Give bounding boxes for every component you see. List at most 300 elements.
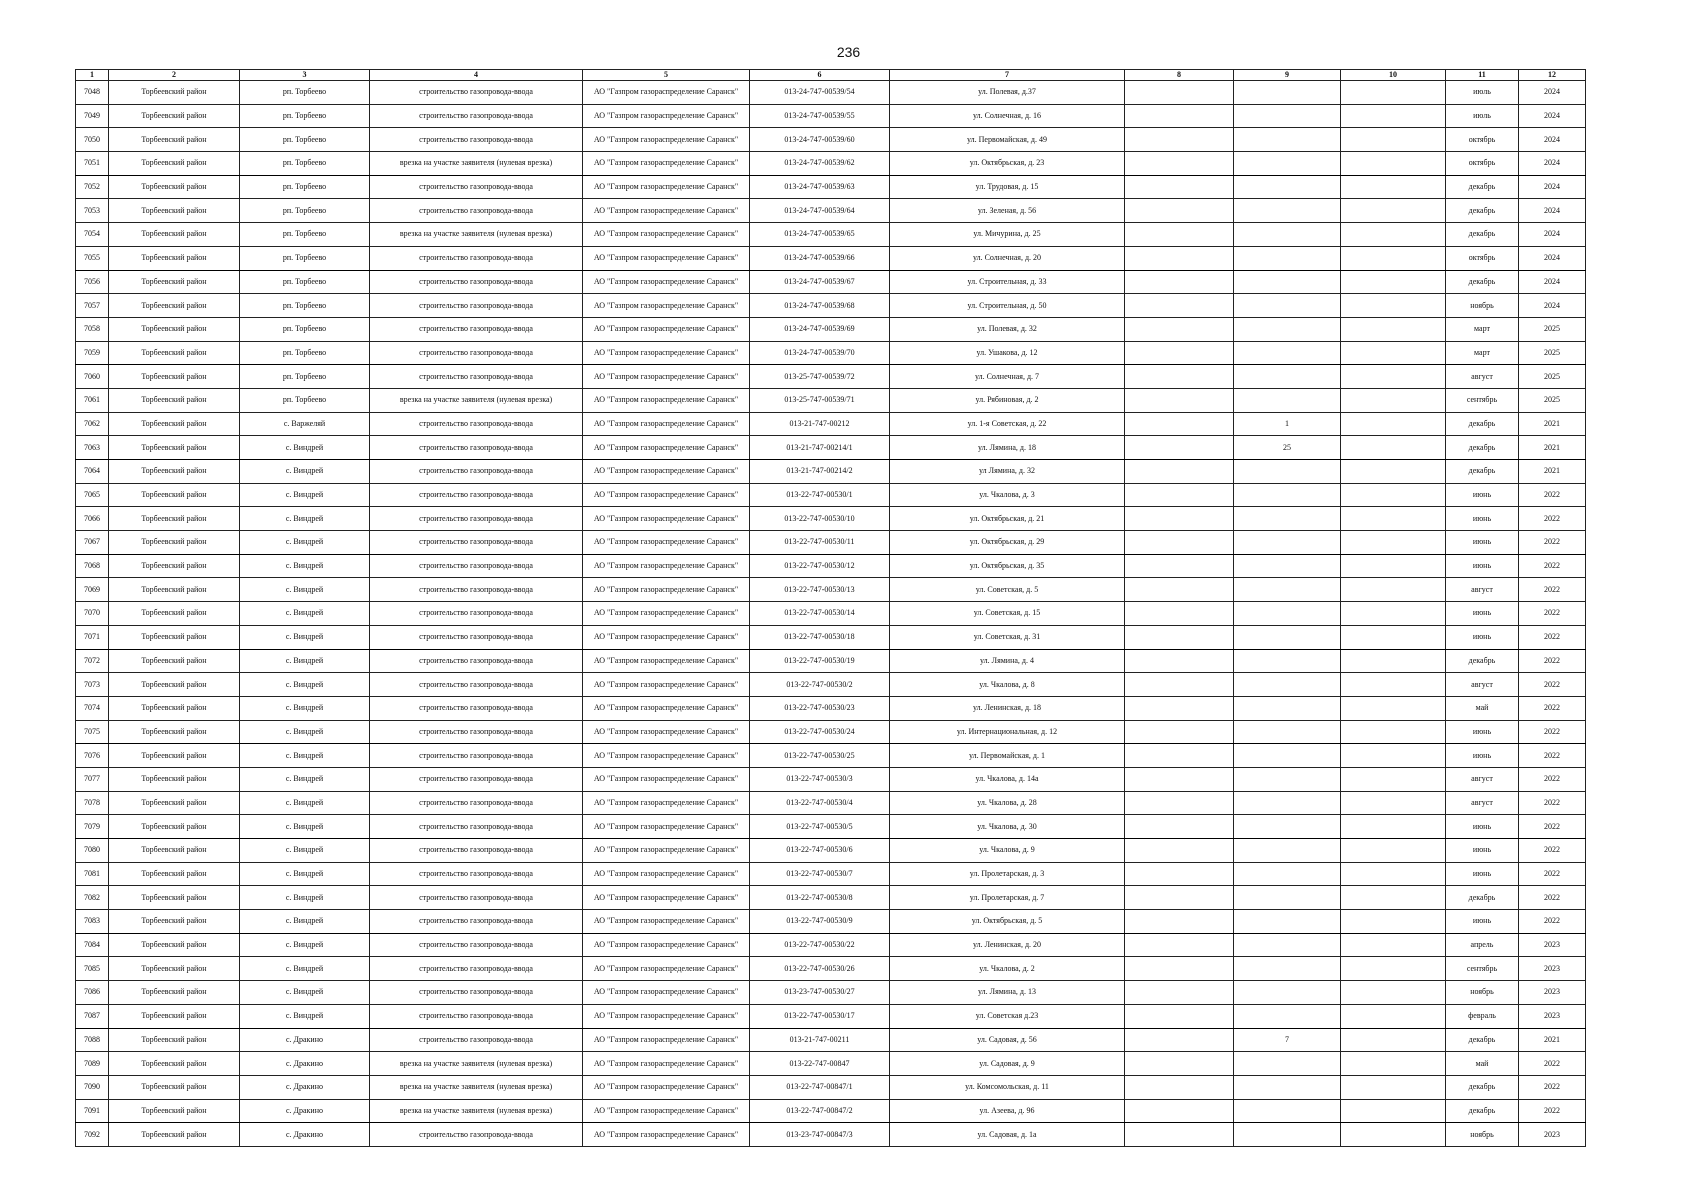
cell-request-number: 013-22-747-00530/17 bbox=[750, 1004, 890, 1028]
cell-col-9 bbox=[1234, 933, 1341, 957]
cell-address: ул. Октябрьская, д. 21 bbox=[890, 507, 1125, 531]
cell-year: 2022 bbox=[1519, 1075, 1586, 1099]
cell-row-number: 7069 bbox=[76, 578, 109, 602]
cell-district: Торбеевский район bbox=[109, 981, 240, 1005]
cell-year: 2022 bbox=[1519, 791, 1586, 815]
cell-col-8 bbox=[1125, 1028, 1234, 1052]
cell-row-number: 7076 bbox=[76, 744, 109, 768]
cell-col-10 bbox=[1341, 104, 1446, 128]
cell-work-type: строительство газопровода-ввода bbox=[370, 1004, 583, 1028]
cell-settlement: рп. Торбеево bbox=[240, 317, 370, 341]
cell-row-number: 7059 bbox=[76, 341, 109, 365]
cell-address: ул. Интернациональная, д. 12 bbox=[890, 720, 1125, 744]
cell-settlement: рп. Торбеево bbox=[240, 199, 370, 223]
cell-month: апрель bbox=[1446, 933, 1519, 957]
cell-row-number: 7074 bbox=[76, 696, 109, 720]
cell-year: 2024 bbox=[1519, 128, 1586, 152]
cell-address: ул. Советская, д. 31 bbox=[890, 625, 1125, 649]
cell-col-10 bbox=[1341, 341, 1446, 365]
cell-col-8 bbox=[1125, 246, 1234, 270]
cell-request-number: 013-24-747-00539/63 bbox=[750, 175, 890, 199]
cell-col-10 bbox=[1341, 791, 1446, 815]
cell-request-number: 013-22-747-00530/2 bbox=[750, 673, 890, 697]
cell-organization: АО "Газпром газораспределение Саранск" bbox=[583, 128, 750, 152]
cell-address: ул. Полевая, д.37 bbox=[890, 81, 1125, 105]
cell-settlement: с. Виндрей bbox=[240, 554, 370, 578]
cell-row-number: 7064 bbox=[76, 460, 109, 484]
cell-settlement: с. Дракино bbox=[240, 1075, 370, 1099]
cell-district: Торбеевский район bbox=[109, 933, 240, 957]
cell-col-8 bbox=[1125, 412, 1234, 436]
cell-request-number: 013-25-747-00539/72 bbox=[750, 365, 890, 389]
cell-col-9 bbox=[1234, 270, 1341, 294]
cell-address: ул. Чкалова, д. 9 bbox=[890, 839, 1125, 863]
cell-organization: АО "Газпром газораспределение Саранск" bbox=[583, 1052, 750, 1076]
cell-organization: АО "Газпром газораспределение Саранск" bbox=[583, 388, 750, 412]
cell-row-number: 7061 bbox=[76, 388, 109, 412]
cell-district: Торбеевский район bbox=[109, 673, 240, 697]
cell-request-number: 013-22-747-00530/18 bbox=[750, 625, 890, 649]
table-row bbox=[76, 815, 1586, 839]
cell-district: Торбеевский район bbox=[109, 910, 240, 934]
table-row bbox=[76, 839, 1586, 863]
cell-col-10 bbox=[1341, 436, 1446, 460]
cell-month: май bbox=[1446, 696, 1519, 720]
cell-address: ул. Пролетарская, д. 7 bbox=[890, 886, 1125, 910]
cell-col-10 bbox=[1341, 460, 1446, 484]
cell-col-9 bbox=[1234, 910, 1341, 934]
cell-organization: АО "Газпром газораспределение Саранск" bbox=[583, 104, 750, 128]
cell-district: Торбеевский район bbox=[109, 175, 240, 199]
cell-row-number: 7053 bbox=[76, 199, 109, 223]
table-row bbox=[76, 1004, 1586, 1028]
cell-address: ул. Солнечная, д. 16 bbox=[890, 104, 1125, 128]
table-row bbox=[76, 673, 1586, 697]
table-row bbox=[76, 175, 1586, 199]
cell-month: декабрь bbox=[1446, 199, 1519, 223]
cell-request-number: 013-22-747-00530/14 bbox=[750, 602, 890, 626]
cell-organization: АО "Газпром газораспределение Саранск" bbox=[583, 152, 750, 176]
gas-connection-register-table bbox=[75, 69, 1586, 1147]
cell-request-number: 013-22-747-00530/7 bbox=[750, 862, 890, 886]
cell-col-9 bbox=[1234, 1075, 1341, 1099]
cell-row-number: 7084 bbox=[76, 933, 109, 957]
cell-col-10 bbox=[1341, 981, 1446, 1005]
table-row bbox=[76, 81, 1586, 105]
cell-settlement: с. Дракино bbox=[240, 1028, 370, 1052]
cell-col-10 bbox=[1341, 1123, 1446, 1147]
cell-row-number: 7057 bbox=[76, 294, 109, 318]
cell-year: 2023 bbox=[1519, 933, 1586, 957]
cell-settlement: рп. Торбеево bbox=[240, 246, 370, 270]
cell-year: 2024 bbox=[1519, 175, 1586, 199]
cell-year: 2022 bbox=[1519, 625, 1586, 649]
cell-work-type: строительство газопровода-ввода bbox=[370, 602, 583, 626]
cell-row-number: 7079 bbox=[76, 815, 109, 839]
cell-request-number: 013-21-747-00214/1 bbox=[750, 436, 890, 460]
cell-row-number: 7049 bbox=[76, 104, 109, 128]
table-row bbox=[76, 862, 1586, 886]
column-header: 8 bbox=[1125, 70, 1234, 81]
cell-col-8 bbox=[1125, 175, 1234, 199]
table-row bbox=[76, 1123, 1586, 1147]
cell-col-9 bbox=[1234, 886, 1341, 910]
cell-settlement: с. Виндрей bbox=[240, 696, 370, 720]
cell-col-8 bbox=[1125, 317, 1234, 341]
table-row bbox=[76, 744, 1586, 768]
cell-address: ул. Полевая, д. 32 bbox=[890, 317, 1125, 341]
cell-year: 2025 bbox=[1519, 317, 1586, 341]
cell-work-type: строительство газопровода-ввода bbox=[370, 365, 583, 389]
cell-month: октябрь bbox=[1446, 246, 1519, 270]
cell-settlement: с. Варжеляй bbox=[240, 412, 370, 436]
cell-settlement: рп. Торбеево bbox=[240, 128, 370, 152]
cell-organization: АО "Газпром газораспределение Саранск" bbox=[583, 815, 750, 839]
cell-work-type: врезка на участке заявителя (нулевая врезка) bbox=[370, 1052, 583, 1076]
cell-month: декабрь bbox=[1446, 1075, 1519, 1099]
cell-request-number: 013-24-747-00539/55 bbox=[750, 104, 890, 128]
cell-col-8 bbox=[1125, 673, 1234, 697]
cell-work-type: строительство газопровода-ввода bbox=[370, 1123, 583, 1147]
cell-col-9 bbox=[1234, 957, 1341, 981]
cell-row-number: 7077 bbox=[76, 767, 109, 791]
cell-row-number: 7052 bbox=[76, 175, 109, 199]
cell-col-8 bbox=[1125, 791, 1234, 815]
cell-work-type: строительство газопровода-ввода bbox=[370, 246, 583, 270]
cell-col-9 bbox=[1234, 673, 1341, 697]
cell-district: Торбеевский район bbox=[109, 696, 240, 720]
cell-col-10 bbox=[1341, 128, 1446, 152]
cell-month: август bbox=[1446, 673, 1519, 697]
cell-month: май bbox=[1446, 1052, 1519, 1076]
column-header: 9 bbox=[1234, 70, 1341, 81]
cell-work-type: строительство газопровода-ввода bbox=[370, 839, 583, 863]
cell-col-9 bbox=[1234, 791, 1341, 815]
cell-year: 2022 bbox=[1519, 578, 1586, 602]
cell-district: Торбеевский район bbox=[109, 507, 240, 531]
cell-col-8 bbox=[1125, 744, 1234, 768]
cell-district: Торбеевский район bbox=[109, 578, 240, 602]
cell-request-number: 013-22-747-00530/11 bbox=[750, 531, 890, 555]
cell-row-number: 7055 bbox=[76, 246, 109, 270]
cell-settlement: рп. Торбеево bbox=[240, 81, 370, 105]
cell-district: Торбеевский район bbox=[109, 957, 240, 981]
cell-district: Торбеевский район bbox=[109, 81, 240, 105]
cell-month: июнь bbox=[1446, 744, 1519, 768]
cell-organization: АО "Газпром газораспределение Саранск" bbox=[583, 460, 750, 484]
cell-month: декабрь bbox=[1446, 886, 1519, 910]
cell-row-number: 7081 bbox=[76, 862, 109, 886]
cell-col-8 bbox=[1125, 578, 1234, 602]
cell-work-type: строительство газопровода-ввода bbox=[370, 199, 583, 223]
cell-settlement: рп. Торбеево bbox=[240, 270, 370, 294]
cell-district: Торбеевский район bbox=[109, 815, 240, 839]
cell-month: октябрь bbox=[1446, 152, 1519, 176]
cell-organization: АО "Газпром газораспределение Саранск" bbox=[583, 839, 750, 863]
cell-address: ул. Чкалова, д. 28 bbox=[890, 791, 1125, 815]
cell-organization: АО "Газпром газораспределение Саранск" bbox=[583, 1028, 750, 1052]
cell-col-9 bbox=[1234, 294, 1341, 318]
cell-year: 2022 bbox=[1519, 815, 1586, 839]
cell-month: июль bbox=[1446, 81, 1519, 105]
cell-col-9 bbox=[1234, 388, 1341, 412]
cell-year: 2022 bbox=[1519, 531, 1586, 555]
cell-year: 2022 bbox=[1519, 720, 1586, 744]
table-row bbox=[76, 720, 1586, 744]
cell-request-number: 013-22-747-00530/6 bbox=[750, 839, 890, 863]
cell-district: Торбеевский район bbox=[109, 625, 240, 649]
cell-work-type: врезка на участке заявителя (нулевая врезка) bbox=[370, 152, 583, 176]
cell-organization: АО "Газпром газораспределение Саранск" bbox=[583, 767, 750, 791]
cell-row-number: 7054 bbox=[76, 223, 109, 247]
cell-col-8 bbox=[1125, 1075, 1234, 1099]
cell-col-10 bbox=[1341, 1004, 1446, 1028]
cell-year: 2024 bbox=[1519, 152, 1586, 176]
cell-request-number: 013-22-747-00530/22 bbox=[750, 933, 890, 957]
table-row bbox=[76, 317, 1586, 341]
cell-settlement: с. Виндрей bbox=[240, 483, 370, 507]
cell-col-10 bbox=[1341, 839, 1446, 863]
cell-settlement: рп. Торбеево bbox=[240, 365, 370, 389]
cell-col-10 bbox=[1341, 246, 1446, 270]
cell-organization: АО "Газпром газораспределение Саранск" bbox=[583, 910, 750, 934]
cell-address: ул. Садовая, д. 9 bbox=[890, 1052, 1125, 1076]
cell-col-10 bbox=[1341, 81, 1446, 105]
cell-row-number: 7086 bbox=[76, 981, 109, 1005]
cell-organization: АО "Газпром газораспределение Саранск" bbox=[583, 199, 750, 223]
cell-settlement: рп. Торбеево bbox=[240, 175, 370, 199]
cell-request-number: 013-21-747-00212 bbox=[750, 412, 890, 436]
table-row bbox=[76, 696, 1586, 720]
cell-organization: АО "Газпром газораспределение Саранск" bbox=[583, 81, 750, 105]
cell-work-type: строительство газопровода-ввода bbox=[370, 81, 583, 105]
cell-col-9 bbox=[1234, 246, 1341, 270]
cell-settlement: рп. Торбеево bbox=[240, 388, 370, 412]
cell-address: ул. Лямина, д. 13 bbox=[890, 981, 1125, 1005]
cell-settlement: с. Виндрей bbox=[240, 791, 370, 815]
cell-col-9 bbox=[1234, 649, 1341, 673]
table-row bbox=[76, 1099, 1586, 1123]
cell-organization: АО "Газпром газораспределение Саранск" bbox=[583, 246, 750, 270]
cell-organization: АО "Газпром газораспределение Саранск" bbox=[583, 436, 750, 460]
cell-month: март bbox=[1446, 317, 1519, 341]
cell-work-type: строительство газопровода-ввода bbox=[370, 436, 583, 460]
cell-row-number: 7056 bbox=[76, 270, 109, 294]
column-header: 4 bbox=[370, 70, 583, 81]
cell-year: 2022 bbox=[1519, 767, 1586, 791]
cell-request-number: 013-22-747-00530/10 bbox=[750, 507, 890, 531]
cell-year: 2023 bbox=[1519, 1123, 1586, 1147]
cell-work-type: строительство газопровода-ввода bbox=[370, 507, 583, 531]
cell-row-number: 7070 bbox=[76, 602, 109, 626]
cell-work-type: строительство газопровода-ввода bbox=[370, 104, 583, 128]
cell-district: Торбеевский район bbox=[109, 317, 240, 341]
cell-address: ул. Октябрьская, д. 5 bbox=[890, 910, 1125, 934]
cell-district: Торбеевский район bbox=[109, 649, 240, 673]
column-header: 3 bbox=[240, 70, 370, 81]
cell-col-8 bbox=[1125, 128, 1234, 152]
cell-organization: АО "Газпром газораспределение Саранск" bbox=[583, 1099, 750, 1123]
cell-row-number: 7065 bbox=[76, 483, 109, 507]
cell-col-8 bbox=[1125, 270, 1234, 294]
cell-address: ул. Лямина, д. 4 bbox=[890, 649, 1125, 673]
cell-col-8 bbox=[1125, 104, 1234, 128]
cell-work-type: строительство газопровода-ввода bbox=[370, 981, 583, 1005]
cell-organization: АО "Газпром газораспределение Саранск" bbox=[583, 886, 750, 910]
table-row bbox=[76, 554, 1586, 578]
cell-work-type: строительство газопровода-ввода bbox=[370, 341, 583, 365]
cell-row-number: 7080 bbox=[76, 839, 109, 863]
cell-col-10 bbox=[1341, 625, 1446, 649]
cell-month: март bbox=[1446, 341, 1519, 365]
cell-col-8 bbox=[1125, 933, 1234, 957]
cell-work-type: строительство газопровода-ввода bbox=[370, 791, 583, 815]
cell-col-10 bbox=[1341, 649, 1446, 673]
cell-row-number: 7085 bbox=[76, 957, 109, 981]
cell-col-10 bbox=[1341, 223, 1446, 247]
column-header: 7 bbox=[890, 70, 1125, 81]
cell-address: ул. Садовая, д. 56 bbox=[890, 1028, 1125, 1052]
cell-year: 2023 bbox=[1519, 957, 1586, 981]
cell-settlement: с. Виндрей bbox=[240, 1004, 370, 1028]
cell-row-number: 7050 bbox=[76, 128, 109, 152]
cell-request-number: 013-24-747-00539/68 bbox=[750, 294, 890, 318]
cell-col-9 bbox=[1234, 720, 1341, 744]
cell-address: ул. Октябрьская, д. 29 bbox=[890, 531, 1125, 555]
cell-address: ул. Ушакова, д. 12 bbox=[890, 341, 1125, 365]
table-row bbox=[76, 531, 1586, 555]
cell-row-number: 7089 bbox=[76, 1052, 109, 1076]
cell-settlement: рп. Торбеево bbox=[240, 152, 370, 176]
cell-request-number: 013-21-747-00214/2 bbox=[750, 460, 890, 484]
cell-work-type: строительство газопровода-ввода bbox=[370, 886, 583, 910]
cell-district: Торбеевский район bbox=[109, 104, 240, 128]
cell-month: июнь bbox=[1446, 815, 1519, 839]
cell-col-9 bbox=[1234, 483, 1341, 507]
cell-address: ул. Советская д.23 bbox=[890, 1004, 1125, 1028]
cell-address: ул. 1-я Советская, д. 22 bbox=[890, 412, 1125, 436]
cell-col-8 bbox=[1125, 839, 1234, 863]
cell-col-8 bbox=[1125, 152, 1234, 176]
cell-col-8 bbox=[1125, 554, 1234, 578]
cell-work-type: строительство газопровода-ввода bbox=[370, 673, 583, 697]
cell-col-10 bbox=[1341, 673, 1446, 697]
cell-settlement: с. Виндрей bbox=[240, 460, 370, 484]
cell-work-type: врезка на участке заявителя (нулевая врезка) bbox=[370, 388, 583, 412]
cell-col-10 bbox=[1341, 270, 1446, 294]
cell-organization: АО "Газпром газораспределение Саранск" bbox=[583, 341, 750, 365]
cell-settlement: с. Виндрей bbox=[240, 910, 370, 934]
cell-col-8 bbox=[1125, 1004, 1234, 1028]
cell-col-8 bbox=[1125, 388, 1234, 412]
table-row bbox=[76, 341, 1586, 365]
cell-col-8 bbox=[1125, 862, 1234, 886]
cell-month: декабрь bbox=[1446, 1099, 1519, 1123]
cell-col-9 bbox=[1234, 341, 1341, 365]
cell-request-number: 013-22-747-00530/25 bbox=[750, 744, 890, 768]
table-row bbox=[76, 104, 1586, 128]
cell-work-type: строительство газопровода-ввода bbox=[370, 531, 583, 555]
cell-col-9 bbox=[1234, 696, 1341, 720]
cell-col-9 bbox=[1234, 862, 1341, 886]
cell-work-type: строительство газопровода-ввода bbox=[370, 862, 583, 886]
cell-year: 2022 bbox=[1519, 554, 1586, 578]
table-row bbox=[76, 128, 1586, 152]
cell-month: август bbox=[1446, 578, 1519, 602]
table-row bbox=[76, 199, 1586, 223]
cell-col-10 bbox=[1341, 933, 1446, 957]
cell-col-9 bbox=[1234, 815, 1341, 839]
cell-organization: АО "Газпром газораспределение Саранск" bbox=[583, 483, 750, 507]
cell-address: ул. Чкалова, д. 3 bbox=[890, 483, 1125, 507]
cell-col-10 bbox=[1341, 152, 1446, 176]
cell-request-number: 013-22-747-00530/9 bbox=[750, 910, 890, 934]
cell-request-number: 013-24-747-00539/67 bbox=[750, 270, 890, 294]
cell-district: Торбеевский район bbox=[109, 554, 240, 578]
cell-address: ул. Лямина, д. 18 bbox=[890, 436, 1125, 460]
cell-settlement: с. Виндрей bbox=[240, 625, 370, 649]
cell-settlement: с. Виндрей bbox=[240, 436, 370, 460]
cell-district: Торбеевский район bbox=[109, 436, 240, 460]
cell-organization: АО "Газпром газораспределение Саранск" bbox=[583, 1004, 750, 1028]
cell-month: июнь bbox=[1446, 720, 1519, 744]
column-header: 2 bbox=[109, 70, 240, 81]
cell-col-9 bbox=[1234, 104, 1341, 128]
cell-row-number: 7073 bbox=[76, 673, 109, 697]
cell-address: ул. Азеева, д. 96 bbox=[890, 1099, 1125, 1123]
cell-col-10 bbox=[1341, 767, 1446, 791]
table-row bbox=[76, 1052, 1586, 1076]
cell-row-number: 7078 bbox=[76, 791, 109, 815]
table-row bbox=[76, 246, 1586, 270]
column-header: 12 bbox=[1519, 70, 1586, 81]
cell-settlement: с. Виндрей bbox=[240, 839, 370, 863]
cell-year: 2024 bbox=[1519, 270, 1586, 294]
cell-col-10 bbox=[1341, 507, 1446, 531]
cell-address: ул. Октябрьская, д. 35 bbox=[890, 554, 1125, 578]
cell-col-9 bbox=[1234, 602, 1341, 626]
cell-col-10 bbox=[1341, 365, 1446, 389]
table-row bbox=[76, 578, 1586, 602]
table-row bbox=[76, 1028, 1586, 1052]
cell-month: июнь bbox=[1446, 862, 1519, 886]
cell-request-number: 013-22-747-00847/1 bbox=[750, 1075, 890, 1099]
cell-col-8 bbox=[1125, 365, 1234, 389]
cell-address: ул. Чкалова, д. 8 bbox=[890, 673, 1125, 697]
cell-work-type: строительство газопровода-ввода bbox=[370, 554, 583, 578]
cell-col-10 bbox=[1341, 886, 1446, 910]
cell-district: Торбеевский район bbox=[109, 1004, 240, 1028]
table-row bbox=[76, 957, 1586, 981]
cell-year: 2021 bbox=[1519, 1028, 1586, 1052]
cell-col-10 bbox=[1341, 199, 1446, 223]
cell-col-10 bbox=[1341, 388, 1446, 412]
cell-month: июнь bbox=[1446, 625, 1519, 649]
cell-year: 2022 bbox=[1519, 696, 1586, 720]
cell-col-9 bbox=[1234, 365, 1341, 389]
cell-organization: АО "Газпром газораспределение Саранск" bbox=[583, 175, 750, 199]
cell-district: Торбеевский район bbox=[109, 460, 240, 484]
cell-request-number: 013-22-747-00530/4 bbox=[750, 791, 890, 815]
cell-year: 2022 bbox=[1519, 886, 1586, 910]
table-row bbox=[76, 981, 1586, 1005]
cell-month: июнь bbox=[1446, 531, 1519, 555]
cell-col-9 bbox=[1234, 152, 1341, 176]
cell-col-9 bbox=[1234, 175, 1341, 199]
cell-work-type: строительство газопровода-ввода bbox=[370, 412, 583, 436]
cell-organization: АО "Газпром газораспределение Саранск" bbox=[583, 791, 750, 815]
cell-col-8 bbox=[1125, 531, 1234, 555]
